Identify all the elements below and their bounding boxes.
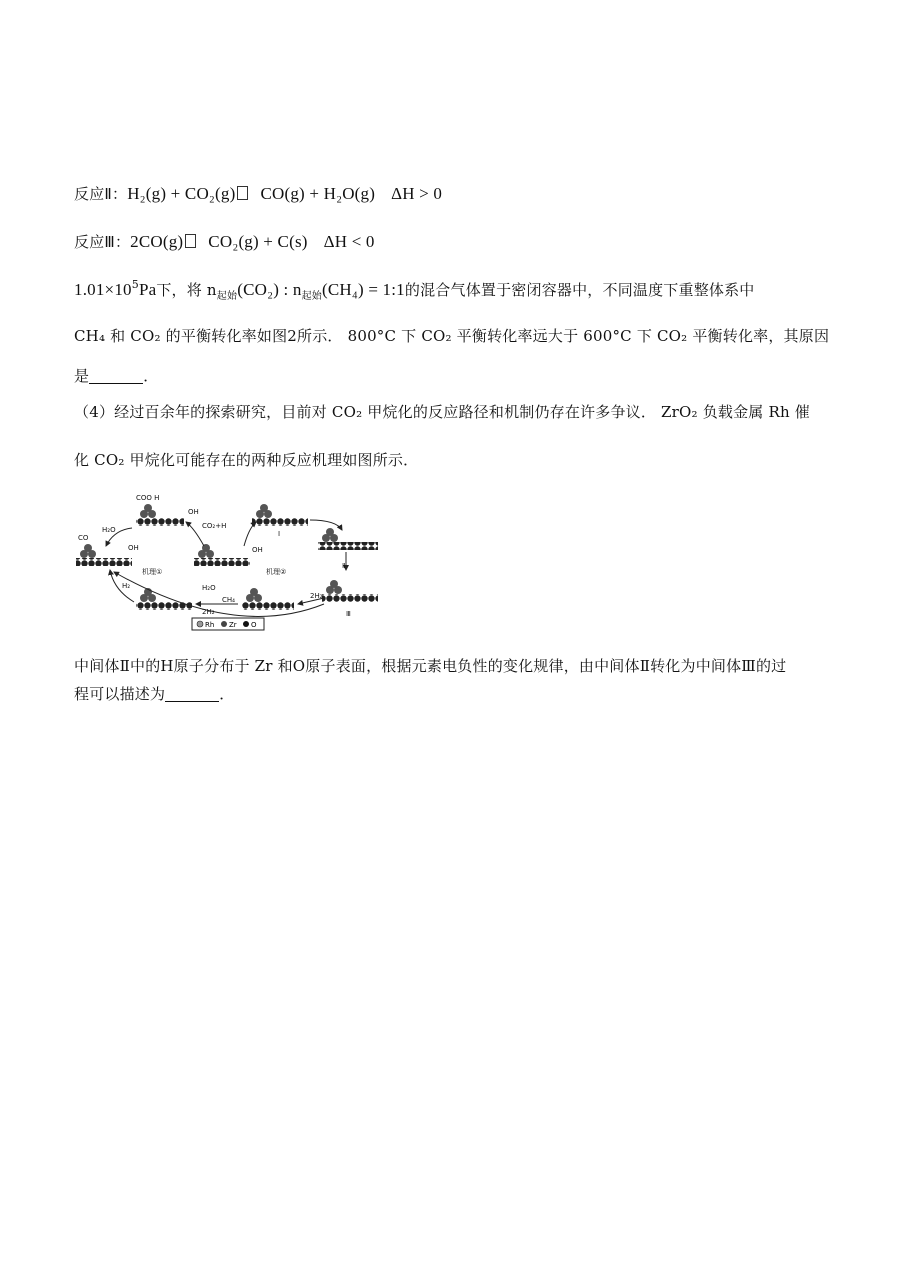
paragraph-1-line-2: CH₄ 和 CO₂ 的平衡转化率如图2所示． 800°C 下 CO₂ 平衡转化率远大于 600°C 下 CO₂ 平衡转化率，其原因 — [74, 327, 830, 345]
paragraph-3-line-1: 中间体Ⅱ中的H原子分布于 Zr 和O原子表面，根据元素电负性的变化规律，由中间体Ⅱ转化为中间体Ⅲ的过 — [74, 657, 787, 675]
reaction-2-rhs: CO(g) + H₂O(g) — [260, 184, 376, 203]
para3-line2-post: ． — [219, 685, 235, 703]
reaction-2-lhs: H₂(g) + CO₂(g) — [127, 184, 236, 203]
atom-legend — [192, 618, 264, 630]
catalyst-surface-3 — [194, 544, 250, 566]
cooh-label: COO H — [136, 494, 160, 502]
equilibrium-arrow-icon — [237, 186, 248, 200]
paragraph-2-line-1: （4）经过百余年的探索研究，目前对 CO₂ 甲烷化的反应路径和机制仍存在许多争议． ZrO₂ 负载金属 Rh 催 — [74, 403, 811, 421]
h2o-label-1: H₂O — [102, 526, 116, 534]
catalyst-surface-7 — [242, 588, 294, 610]
catalyst-surface-1 — [136, 504, 184, 526]
pressure-base: 1.01×10 — [74, 280, 132, 299]
co-label: CO — [78, 534, 89, 542]
pressure-unit: Pa — [138, 280, 157, 299]
reaction-3 — [74, 230, 375, 254]
ch4-label: CH₄ — [222, 596, 235, 604]
para1-line3-pre: 是 — [74, 367, 90, 385]
two-h2-label: 2H₂ — [202, 608, 215, 616]
catalyst-surface-2 — [76, 544, 132, 566]
reaction-3-label: 反应Ⅲ： — [74, 233, 131, 251]
catalyst-surface-4 — [252, 504, 308, 526]
reaction-mechanism-diagram — [74, 490, 394, 635]
legend-zr: Zr — [229, 621, 237, 629]
equilibrium-arrow-icon — [185, 234, 196, 248]
reaction-2-label: 反应Ⅱ： — [74, 185, 128, 203]
para1-text-1: 下，将 n — [156, 281, 217, 299]
para1-line3-post: ． — [143, 367, 159, 385]
catalyst-surface-5 — [318, 528, 378, 550]
start-subscript: 起始 — [301, 291, 322, 302]
paragraph-1-line-1 — [74, 278, 755, 309]
mechanism-2-label: 机理② — [266, 568, 287, 576]
intermediate-3-label: Ⅲ — [346, 610, 351, 618]
paragraph-2-line-2: 化 CO₂ 甲烷化可能存在的两种反应机理如图所示． — [74, 451, 419, 469]
paragraph-1-line-3 — [74, 364, 158, 388]
reaction-2 — [74, 182, 442, 206]
paragraph-3-line-2 — [74, 682, 234, 706]
h2o-label-2: H₂O — [202, 584, 216, 592]
catalyst-surface-8 — [322, 580, 378, 602]
h2-label: H₂ — [122, 582, 131, 590]
legend-o: O — [251, 621, 257, 629]
oh-label-3: OH — [252, 546, 263, 554]
pressure-exponent: 5 — [131, 278, 139, 291]
two-h2-label-2: 2H₂ — [310, 592, 323, 600]
catalyst-surface-6 — [136, 588, 192, 610]
reaction-3-lhs: 2CO(g) — [130, 232, 184, 251]
oh-label-1: OH — [188, 508, 199, 516]
answer-blank-2 — [165, 685, 219, 702]
intermediate-2-label: Ⅱ — [342, 562, 346, 570]
reaction-3-rhs: CO₂(g) + C(s) — [208, 232, 308, 251]
mechanism-1-label: 机理① — [142, 568, 163, 576]
legend-rh: Rh — [205, 621, 215, 629]
answer-blank — [89, 367, 143, 384]
oh-label-2: OH — [128, 544, 139, 552]
co2h-label: CO₂+H — [202, 522, 227, 530]
para3-line2-pre: 程可以描述为 — [74, 685, 166, 703]
intermediate-1-label: Ⅰ — [278, 530, 281, 538]
co2-ratio: (CO₂) : n — [237, 280, 302, 299]
reaction-3-enthalpy: ΔH < 0 — [323, 232, 375, 251]
para1-text-2: 的混合气体置于密闭容器中，不同温度下重整体系中 — [404, 281, 755, 299]
reaction-2-enthalpy: ΔH > 0 — [391, 184, 443, 203]
ch4-ratio: (CH₄) = 1:1 — [322, 280, 405, 299]
start-subscript: 起始 — [216, 291, 238, 302]
